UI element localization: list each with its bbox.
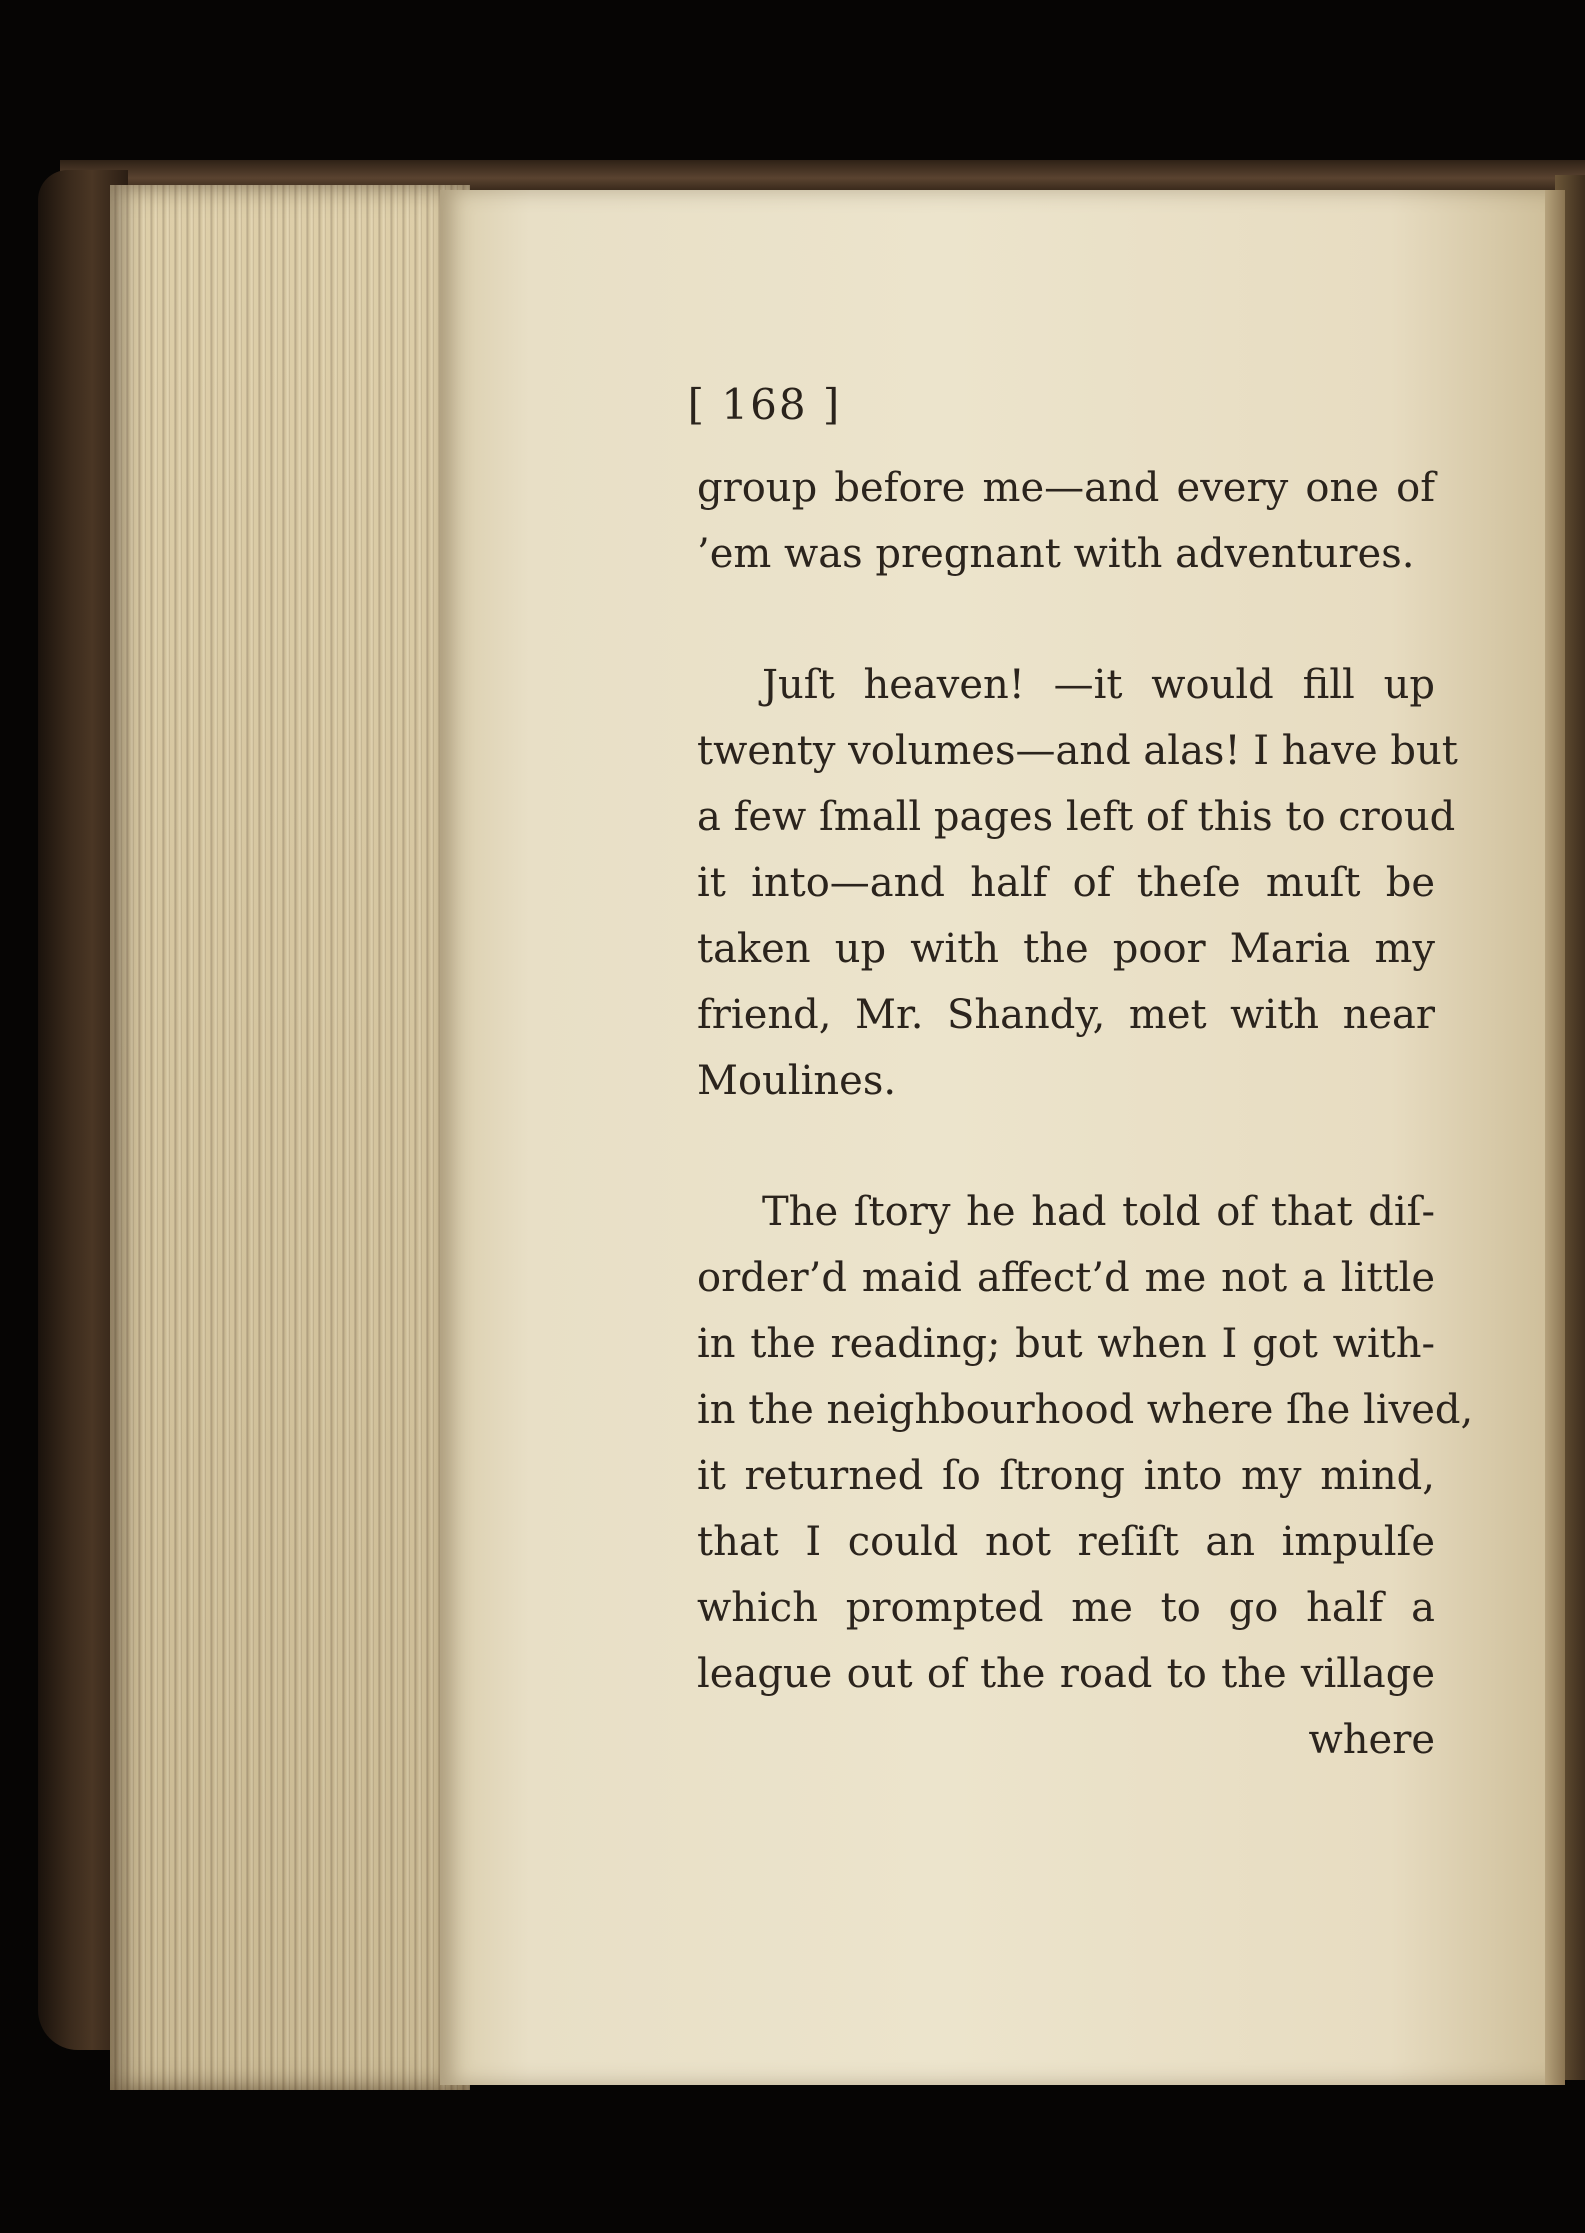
text-line: order’d maid affect’d me not a little	[697, 1255, 1435, 1301]
text-line: which prompted me to go half a	[697, 1585, 1435, 1631]
paragraph-2	[697, 652, 1458, 1114]
text-line: league out of the road to the village	[697, 1651, 1435, 1697]
text-line: in the neighbourhood where ſhe lived,	[697, 1387, 1474, 1433]
paragraph-3	[697, 1179, 1474, 1707]
text-line: ’em was pregnant with adventures.	[697, 531, 1415, 577]
text-line: a few ſmall pages left of this to croud	[697, 794, 1456, 840]
text-line: Moulines.	[697, 1058, 897, 1104]
text-line: taken up with the poor Maria my	[697, 926, 1435, 972]
text-line: friend, Mr. Shandy, met with near	[697, 992, 1435, 1038]
catchword: where	[1308, 1717, 1435, 1763]
gutter	[1545, 190, 1565, 2085]
text-line: The ſtory he had told of that diſ-	[762, 1189, 1435, 1235]
text-line: group before me—and every one of	[697, 465, 1435, 511]
text-line: twenty volumes—and alas! I have but	[697, 728, 1458, 774]
page-text	[697, 455, 1474, 1773]
text-line: it into—and half of theſe muſt be	[697, 860, 1435, 906]
text-line: that I could not reſiſt an impulſe	[697, 1519, 1435, 1565]
paragraph-1	[697, 455, 1435, 587]
text-line: Juſt heaven! —it would fill up	[762, 662, 1435, 708]
text-line: in the reading; but when I got with-	[697, 1321, 1435, 1367]
text-line: it returned ſo ſtrong into my mind,	[697, 1453, 1435, 1499]
page-number: [ 168 ]	[687, 380, 842, 429]
page-stack	[110, 185, 470, 2090]
